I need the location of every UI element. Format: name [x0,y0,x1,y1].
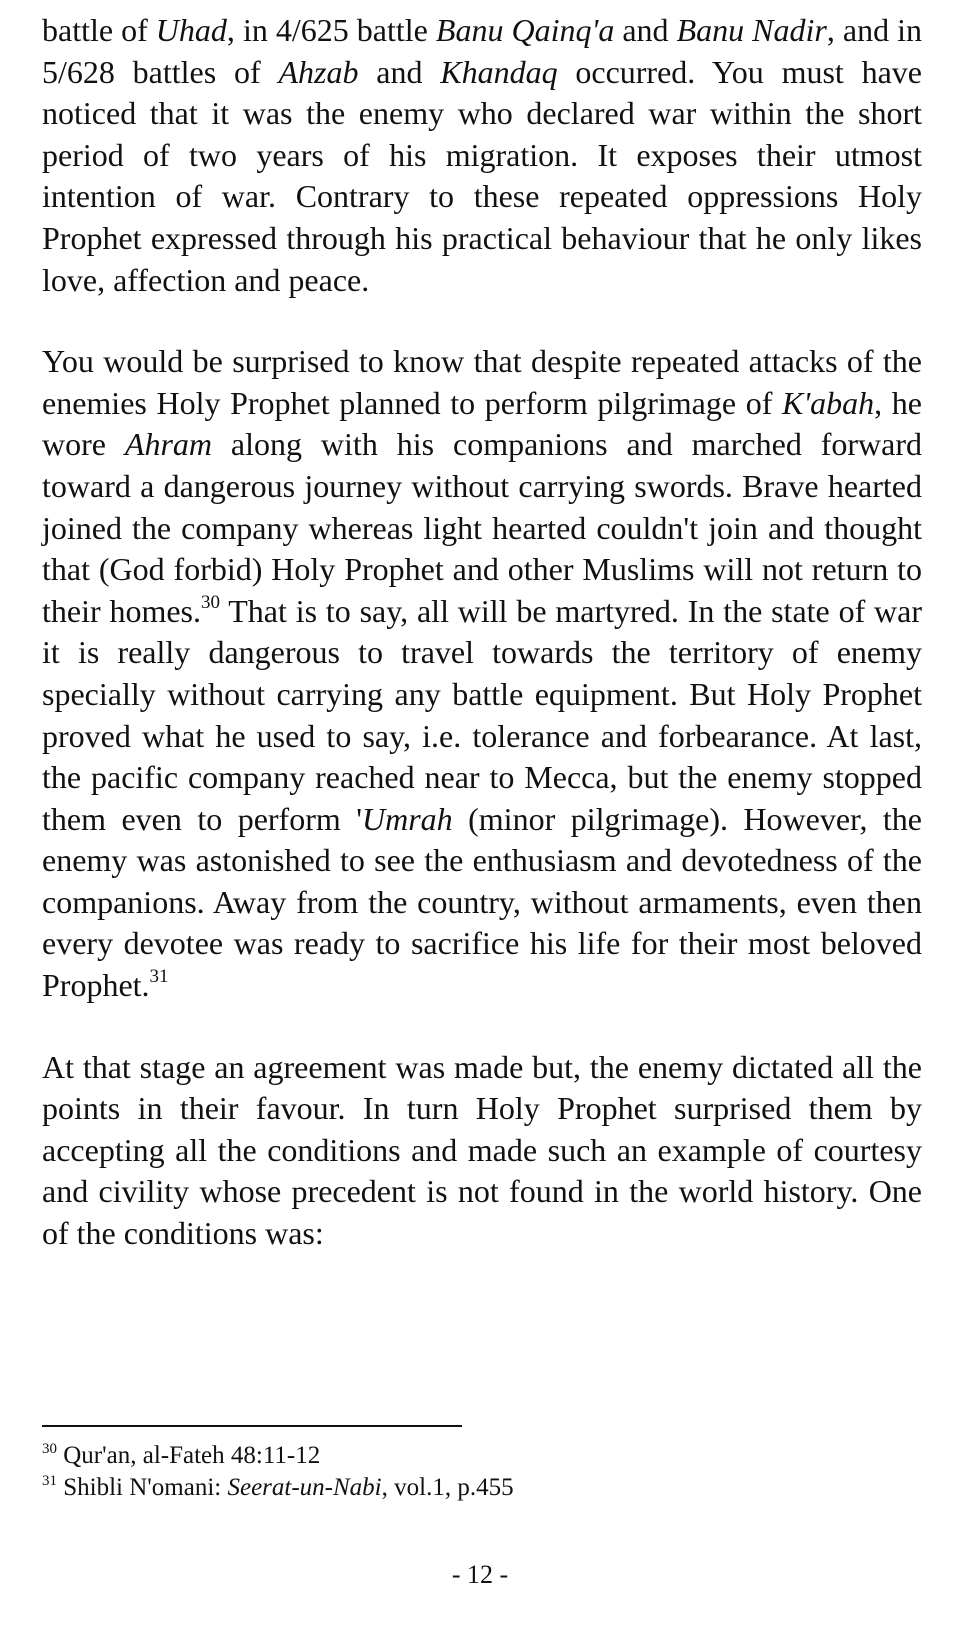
footnote-30: $^{30}$ Qur'an, al-Fateh 48:11-12 [42,1441,321,1469]
footnotes [42,1440,922,1504]
term-uhad: Uhad [155,12,227,48]
term-khandaq: Khandaq [440,53,558,90]
term-ahzab: Ahzab [278,53,359,90]
page-number: - 12 - [451,1560,509,1589]
footnote-31: $^{31}$ Shibli N'omani: Seerat-un-Nabi, vol.1, p.455 [42,1473,514,1501]
paragraph-3: At that stage an agreement was made but, the enemy dictated all the points in their favour. In turn Holy Prophet surprised them by accepting all the conditions and made such an example of courtesy and civility whose precedent is not found in the world history. One of the conditions was: [42,1048,922,1252]
footnote-divider [42,1425,462,1427]
term-banu-nadir: Banu Nadir [676,12,827,48]
term-banu-qainqa: Banu Qainq'a [435,12,615,48]
footnote-ref-30[interactable]: 30 [201,591,221,613]
term-ahram: Ahram [124,426,212,463]
paragraph-2: You would be surprised to know that despite repeated attacks of the enemies Holy Prophet planned to perform pilgrimage of K'abah, he wore Ahram along with his companions and marched forward toward a dangerous journey without carrying swords. Brave hearted joined the company whereas light hearted couldn't join and thought that (God forbid) Holy Prophet and other Muslims will not return to their homes.$^{30}$ That is to say, all will be martyred. In the state of war it is really dangerous to travel towards the territory of enemy specially without carrying any battle equipment. But Holy Prophet proved what he used to say, i.e. tolerance and forbearance. At last, the pacific company reached near to Mecca, but the enemy stopped them even to perform 'Umrah (minor pilgrimage). However, the enemy was astonished to see the enthusiasm and devotedness of the companions. Away from the country, without armaments, even then every devotee was ready to sacrifice his life for their most beloved Prophet.$^{31}$ [42,343,923,1004]
book-title: Seerat-un-Nabi [227,1474,382,1501]
term-umrah: Umrah [361,800,453,837]
paragraph-1: battle of Uhad, in 4/625 battle Banu Qainq'a and Banu Nadir, and in 5/628 battles of Ahzab and Khandaq occurred. You must have noticed that it was the enemy who declared war within the short period of two years of his migration. It exposes their utmost intention of war. Contrary to these repeated oppressions Holy Prophet expressed through his practical behaviour that he only likes love, affection and peace. [42,12,923,298]
page-body [42,10,922,1255]
footnote-ref-31[interactable]: 31 [149,966,169,988]
term-kabah: K'abah [781,384,875,421]
